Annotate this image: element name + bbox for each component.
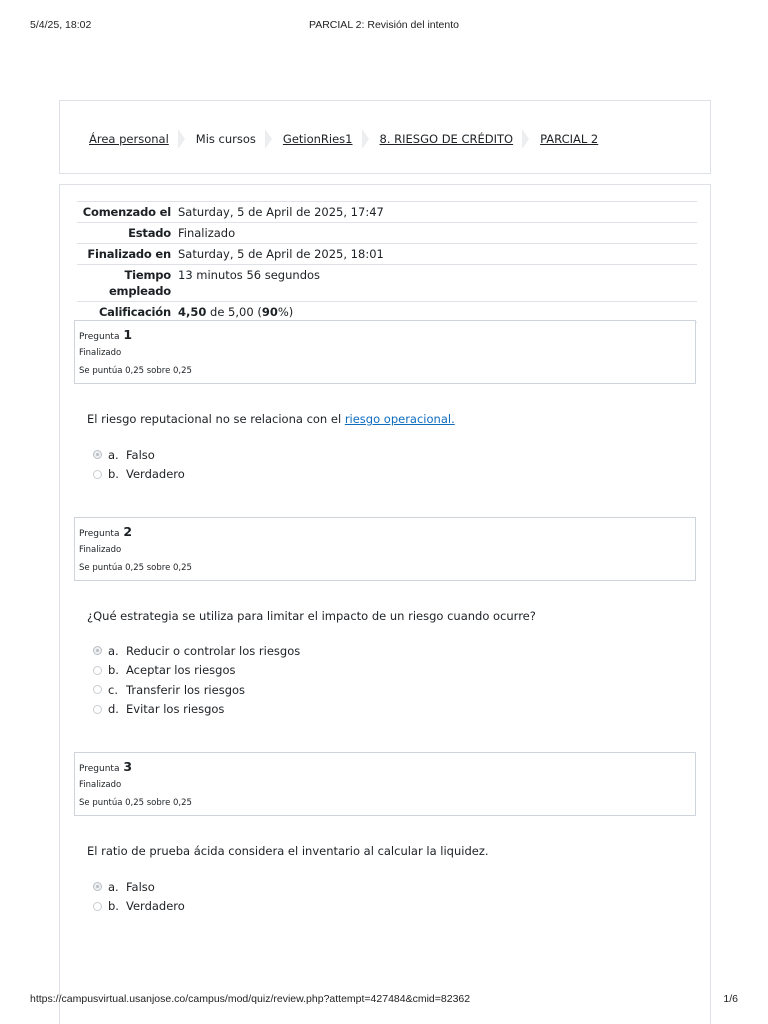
question-text-2: ¿Qué estrategia se utiliza para limitar el impacto de un riesgo cuando ocurre? bbox=[87, 609, 536, 623]
answer-option[interactable] bbox=[93, 661, 300, 681]
answer-text: Evitar los riesgos bbox=[126, 702, 225, 717]
answer-letter: a. bbox=[108, 447, 119, 462]
answer-option[interactable] bbox=[93, 700, 300, 720]
summary-value: 13 minutos 56 segundos bbox=[178, 268, 321, 282]
summary-label-line: empleado bbox=[108, 284, 171, 298]
breadcrumb-link-area-personal[interactable]: Área personal bbox=[89, 132, 169, 146]
summary-value: Saturday, 5 de April de 2025, 17:47 bbox=[178, 205, 384, 219]
question-state: Finalizado bbox=[79, 780, 122, 790]
radio-unchecked-icon[interactable] bbox=[93, 902, 102, 911]
answer-option[interactable] bbox=[93, 445, 185, 465]
question-number bbox=[79, 524, 132, 539]
summary-value: Finalizado bbox=[178, 226, 236, 240]
breadcrumb-card bbox=[59, 100, 711, 174]
summary-row-state bbox=[77, 223, 697, 244]
summary-label: Finalizado en bbox=[87, 247, 171, 261]
breadcrumb-text-mis-cursos: Mis cursos bbox=[195, 132, 256, 146]
print-footer bbox=[30, 993, 738, 1007]
question-text-1 bbox=[87, 412, 455, 426]
breadcrumb-link-quiz[interactable]: PARCIAL 2 bbox=[540, 132, 599, 146]
breadcrumb-link-section[interactable]: 8. RIESGO DE CRÉDITO bbox=[379, 132, 514, 146]
grade-rest: de 5,00 ( bbox=[206, 305, 262, 319]
breadcrumb-separator-icon bbox=[178, 129, 188, 149]
question-text-3: El ratio de prueba ácida considera el inventario al calcular la liquidez. bbox=[87, 844, 489, 858]
summary-value: Saturday, 5 de April de 2025, 18:01 bbox=[178, 247, 384, 261]
question-num: 2 bbox=[123, 524, 133, 539]
grade-percent: 90 bbox=[261, 305, 278, 319]
breadcrumb-item-course[interactable] bbox=[283, 129, 380, 149]
answer-option[interactable] bbox=[93, 465, 185, 485]
answer-text: Aceptar los riesgos bbox=[126, 663, 236, 678]
answer-text: Falso bbox=[126, 879, 155, 894]
print-page-number: 1/6 bbox=[723, 993, 738, 1005]
question-state: Finalizado bbox=[79, 545, 122, 555]
answer-text: Verdadero bbox=[126, 899, 185, 914]
radio-checked-icon[interactable] bbox=[93, 646, 102, 655]
print-datetime: 5/4/25, 18:02 bbox=[30, 19, 92, 31]
answer-text: Transferir los riesgos bbox=[126, 682, 246, 697]
radio-unchecked-icon[interactable] bbox=[93, 666, 102, 675]
breadcrumb-item-mis-cursos bbox=[196, 129, 283, 149]
answer-option[interactable] bbox=[93, 641, 300, 661]
breadcrumb bbox=[89, 129, 598, 149]
breadcrumb-separator-icon bbox=[362, 129, 372, 149]
radio-unchecked-icon[interactable] bbox=[93, 705, 102, 714]
answer-letter: c. bbox=[108, 682, 118, 697]
print-title: PARCIAL 2: Revisión del intento bbox=[309, 19, 459, 31]
question-info-2 bbox=[74, 517, 696, 581]
answer-option[interactable] bbox=[93, 877, 185, 897]
question-grade: Se puntúa 0,25 sobre 0,25 bbox=[79, 563, 192, 573]
question-label: Pregunta bbox=[79, 332, 120, 342]
question-state: Finalizado bbox=[79, 348, 122, 358]
answer-list-2 bbox=[93, 641, 300, 719]
attempt-summary-table bbox=[77, 201, 697, 323]
radio-unchecked-icon[interactable] bbox=[93, 470, 102, 479]
breadcrumb-item-section[interactable] bbox=[380, 129, 541, 149]
question-info-3 bbox=[74, 752, 696, 816]
breadcrumb-separator-icon bbox=[522, 129, 532, 149]
print-header bbox=[30, 19, 738, 33]
answer-list-3 bbox=[93, 877, 185, 916]
answer-letter: d. bbox=[108, 702, 119, 717]
quiz-review-card bbox=[59, 184, 711, 1024]
answer-letter: a. bbox=[108, 879, 119, 894]
answer-text: Verdadero bbox=[126, 467, 185, 482]
summary-label-line: Tiempo bbox=[124, 268, 171, 282]
answer-letter: b. bbox=[108, 467, 119, 482]
question-num: 3 bbox=[123, 759, 133, 774]
answer-text: Falso bbox=[126, 447, 155, 462]
breadcrumb-separator-icon bbox=[265, 129, 275, 149]
glossary-link[interactable]: riesgo operacional. bbox=[344, 412, 455, 426]
question-text: El riesgo reputacional no se relaciona con el bbox=[87, 412, 345, 426]
question-info-1 bbox=[74, 320, 696, 384]
answer-option[interactable] bbox=[93, 897, 185, 917]
radio-unchecked-icon[interactable] bbox=[93, 685, 102, 694]
question-number bbox=[79, 327, 132, 342]
answer-letter: a. bbox=[108, 643, 119, 658]
summary-label bbox=[77, 265, 176, 302]
question-num: 1 bbox=[123, 327, 133, 342]
summary-label: Estado bbox=[128, 226, 171, 240]
radio-checked-icon[interactable] bbox=[93, 882, 102, 891]
question-grade: Se puntúa 0,25 sobre 0,25 bbox=[79, 366, 192, 376]
print-url: https://campusvirtual.usanjose.co/campus/mod/quiz/review.php?attempt=427484&cmid=82362 bbox=[30, 993, 471, 1005]
question-number bbox=[79, 759, 132, 774]
breadcrumb-item-quiz[interactable] bbox=[540, 132, 598, 146]
answer-text: Reducir o controlar los riesgos bbox=[126, 643, 301, 658]
answer-option[interactable] bbox=[93, 680, 300, 700]
breadcrumb-item-area-personal[interactable] bbox=[89, 129, 196, 149]
summary-row-finished bbox=[77, 244, 697, 265]
grade-score: 4,50 bbox=[178, 305, 207, 319]
breadcrumb-link-course[interactable]: GetionRies1 bbox=[282, 132, 353, 146]
answer-letter: b. bbox=[108, 899, 119, 914]
answer-letter: b. bbox=[108, 663, 119, 678]
question-label: Pregunta bbox=[79, 764, 120, 774]
summary-label: Calificación bbox=[98, 305, 171, 319]
question-label: Pregunta bbox=[79, 529, 120, 539]
summary-row-started bbox=[77, 202, 697, 223]
radio-checked-icon[interactable] bbox=[93, 450, 102, 459]
summary-label: Comenzado el bbox=[82, 205, 171, 219]
question-grade: Se puntúa 0,25 sobre 0,25 bbox=[79, 798, 192, 808]
grade-end: %) bbox=[277, 305, 294, 319]
summary-row-time bbox=[77, 265, 697, 302]
answer-list-1 bbox=[93, 445, 185, 484]
